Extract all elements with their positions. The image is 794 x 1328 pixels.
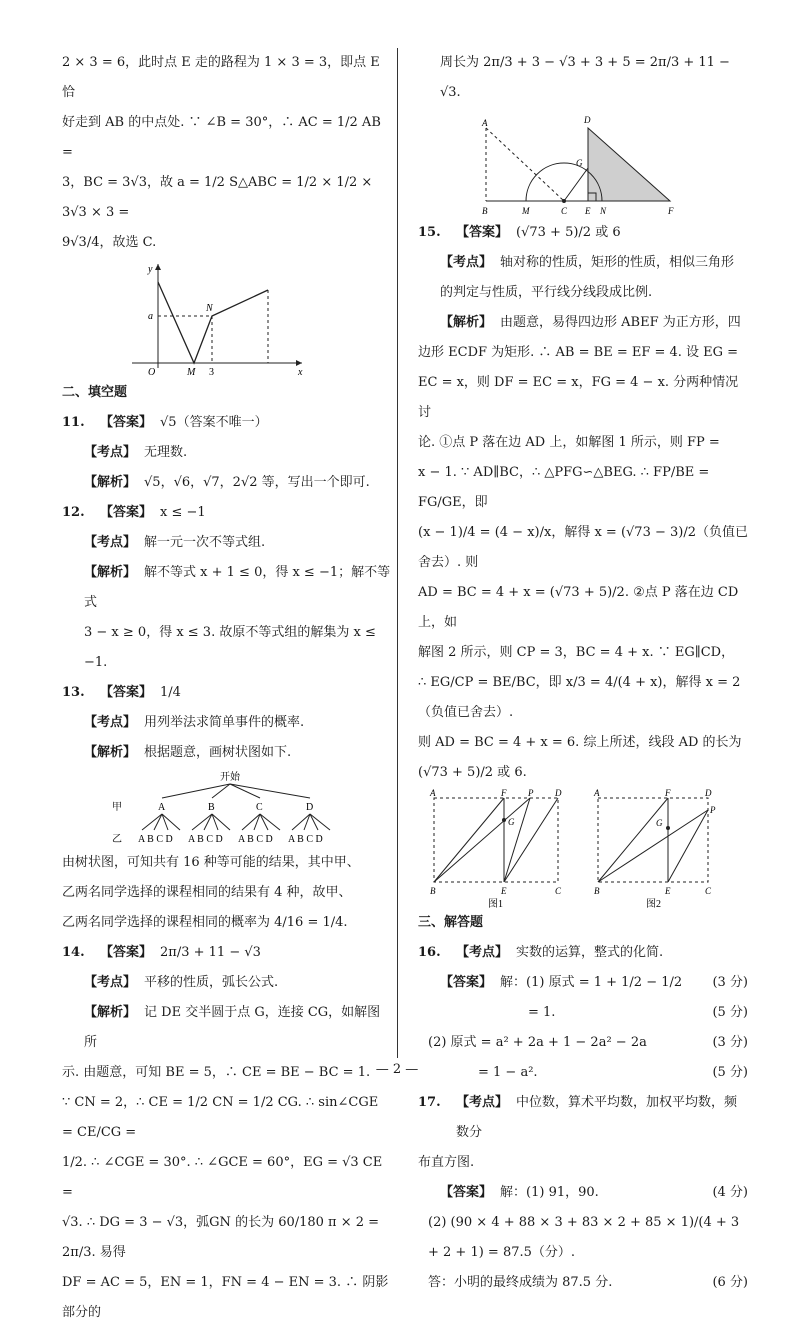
answer-text: 解：(1) 原式 = 1 + 1/2 − 1/2 [500, 975, 683, 990]
analysis-tag: 【解析】 [440, 315, 493, 330]
analysis: 根据题意，画树状图如下. [144, 745, 292, 760]
fig1-label-c: C [555, 886, 562, 896]
answer-line [418, 1268, 748, 1298]
analysis-tag: 【解析】 [84, 745, 137, 760]
graph-label-3: 3 [209, 367, 214, 378]
point: 解一元一次不等式组. [144, 535, 266, 550]
text-line: 边形 ECDF 为矩形. ∴ AB = BE = EF = 4. 设 EG = [418, 345, 739, 360]
column-divider [397, 48, 398, 1058]
point-tag: 【考点】 [456, 1095, 509, 1110]
fig14-label-g: G [576, 158, 583, 168]
score: (6 分) [712, 1275, 748, 1290]
text-line: EC = x，则 DF = EC = x，FG = 4 − x. 分两种情况讨 [418, 375, 739, 420]
question-14 [62, 938, 392, 968]
tree-jia: 甲 [112, 802, 122, 813]
question-16 [418, 938, 748, 968]
text-line: 1/2. ∴ ∠CGE = 30°. ∴ ∠GCE = 60°，EG = √3 CE = [62, 1155, 383, 1200]
fig2-label-d: D [705, 788, 712, 798]
fig2-label-p: P [710, 805, 716, 815]
fig14-label-n: N [600, 206, 607, 216]
answer-line [418, 998, 748, 1028]
fig14-label-c: C [561, 206, 568, 216]
point: 布直方图. [418, 1155, 475, 1170]
fig14-label-e: E [585, 206, 591, 216]
answer-tag: 【答案】 [100, 685, 153, 700]
text-line: (x − 1)/4 = (4 − x)/x，解得 x = (√73 − 3)/2（负值已舍去）. 则 [418, 525, 748, 570]
analysis: 3 − x ≥ 0，得 x ≤ 3. 故原不等式组的解集为 x ≤ −1. [84, 625, 376, 670]
fig2-label-f: F [665, 788, 671, 798]
fig14-label-d: D [584, 115, 591, 125]
text-line: x − 1. ∵ AD∥BC，∴ △PFG∽△BEG. ∴ FP/BE = FG/GE，即 [418, 465, 710, 510]
score: (3 分) [712, 1035, 748, 1050]
question-13 [62, 678, 392, 708]
question-number: 14. [62, 945, 85, 960]
score: (3 分) [712, 975, 748, 990]
text-line: 乙两名同学选择的课程相同的概率为 4/16 = 1/4. [62, 915, 348, 930]
point: 实数的运算，整式的化简. [516, 945, 664, 960]
text-line: 3，BC = 3√3，故 a = 1/2 S△ABC = 1/2 × 1/2 × 3√3 × 3 = [62, 175, 373, 220]
answer: (√73 + 5)/2 或 6 [516, 225, 621, 240]
text-line: 解图 2 所示，则 CP = 3，BC = 4 + x. ∵ EG∥CD， [418, 645, 735, 660]
left-column [62, 48, 392, 1328]
text-line: 周长为 2π/3 + 3 − √3 + 3 + 5 = 2π/3 + 11 − √3. [440, 55, 730, 100]
point: 平移的性质，弧长公式. [144, 975, 279, 990]
analysis-tag: 【解析】 [84, 475, 137, 490]
tree-leaves-a: A B C D [138, 834, 173, 845]
fig2-label-b: B [594, 886, 600, 896]
answer: 2π/3 + 11 − √3 [160, 945, 261, 960]
text-line: DF = AC = 5，EN = 1，FN = 4 − EN = 3. ∴ 阴影部分的 [62, 1275, 389, 1320]
answer-tag: 【答案】 [100, 945, 153, 960]
analysis: √5，√6，√7，2√2 等，写出一个即可. [144, 475, 370, 490]
text-line: 2 × 3 = 6，此时点 E 走的路程为 1 × 3 = 3，即点 E 恰 [62, 55, 380, 100]
tree-leaves-c: A B C D [238, 834, 273, 845]
text-line: 论. ①点 P 落在边 AD 上，如解图 1 所示，则 FP = [418, 435, 720, 450]
graph-label-y: y [148, 264, 153, 275]
tree-leaves-d: A B C D [288, 834, 323, 845]
question-number: 16. [418, 945, 441, 960]
question-number: 17. [418, 1095, 441, 1110]
point: 用列举法求简单事件的概率. [144, 715, 305, 730]
tree-diagram [62, 768, 392, 848]
tree-yi: 乙 [112, 834, 122, 845]
question-15 [418, 218, 748, 248]
point: 无理数. [144, 445, 188, 460]
text-line: ∵ CN = 2，∴ CE = 1/2 CN = 1/2 CG. ∴ sin∠CGE = CE/CG = [62, 1095, 379, 1140]
point-tag: 【考点】 [84, 535, 137, 550]
tree-leaves-b: A B C D [188, 834, 223, 845]
score: (5 分) [712, 1065, 748, 1080]
fig14-label-a: A [482, 118, 488, 128]
section-title: 三、解答题 [418, 915, 484, 930]
point-tag: 【考点】 [84, 445, 137, 460]
point: 的判定与性质，平行线分线段成比例. [440, 285, 653, 300]
question-number: 15. [418, 225, 441, 240]
answer-tag: 【答案】 [440, 975, 493, 990]
fig1-label-d: D [555, 788, 562, 798]
question-17 [418, 1088, 748, 1148]
right-column [418, 48, 748, 1298]
graph-label-m: M [187, 367, 196, 378]
section-title: 二、填空题 [62, 385, 128, 400]
fig1-label-f: F [501, 788, 507, 798]
question-11 [62, 408, 392, 438]
answer-tag: 【答案】 [440, 1185, 493, 1200]
fig1-label-g: G [508, 817, 515, 827]
answer-line [418, 1178, 748, 1208]
answer-line [418, 1028, 748, 1058]
tree-node-d: D [306, 802, 314, 813]
fig2-caption: 图2 [646, 899, 661, 908]
fig14-label-b: B [482, 206, 488, 216]
answer: x ≤ −1 [160, 505, 206, 520]
point-tag: 【考点】 [84, 975, 137, 990]
point-tag: 【考点】 [84, 715, 137, 730]
text-line: √3. ∴ DG = 3 − √3，弧GN 的长为 60/180 π × 2 = 2π/3. 易得 [62, 1215, 380, 1260]
question-number: 12. [62, 505, 85, 520]
text-line: 好走到 AB 的中点处. ∵ ∠B = 30°，∴ AC = 1/2 AB = [62, 115, 381, 160]
point: 轴对称的性质，矩形的性质，相似三角形 [500, 255, 735, 270]
answer-line [418, 968, 748, 998]
graph-label-x: x [298, 367, 303, 378]
graph-label-a: a [148, 311, 153, 322]
fig1-caption: 图1 [488, 899, 503, 908]
question-12 [62, 498, 392, 528]
function-graph [62, 258, 392, 378]
analysis: 由题意，易得四边形 ABEF 为正方形，四 [500, 315, 741, 330]
text-line: AD = BC = 4 + x = (√73 + 5)/2. ②点 P 落在边 CD 上，如 [418, 585, 739, 630]
graph-label-o: O [148, 367, 156, 378]
score: (4 分) [712, 1185, 748, 1200]
analysis: 记 DE 交半圆于点 G，连接 CG，如解图所 [84, 1005, 381, 1050]
text-line: ∴ EG/CP = BE/BC，即 x/3 = 4/(4 + x)，解得 x = 2（负值已舍去）. [418, 675, 741, 720]
text-line: 则 AD = BC = 4 + x = 6. 综上所述，线段 AD 的长为 [418, 735, 742, 750]
fig1-label-b: B [430, 886, 436, 896]
fig2-label-c: C [705, 886, 712, 896]
tree-root: 开始 [220, 772, 240, 783]
tree-node-b: B [208, 802, 215, 813]
analysis: 解不等式 x + 1 ≤ 0，得 x ≤ −1；解不等式 [84, 565, 391, 610]
fig1-label-a: A [430, 788, 436, 798]
point: 中位数，算术平均数，加权平均数，频数分 [456, 1095, 738, 1140]
analysis-tag: 【解析】 [84, 565, 137, 580]
text-line: (√73 + 5)/2 或 6. [418, 765, 527, 780]
answer-text: 解：(1) 91，90. [500, 1185, 599, 1200]
answer: √5（答案不唯一） [160, 415, 268, 430]
point-tag: 【考点】 [456, 945, 509, 960]
figure-14 [418, 108, 748, 218]
question-number: 11. [62, 415, 85, 430]
analysis-tag: 【解析】 [84, 1005, 137, 1020]
answer-text: = 1. [528, 1005, 556, 1020]
answer-text: = 1 − a². [478, 1065, 538, 1080]
point-tag: 【考点】 [440, 255, 493, 270]
fig14-label-f: F [668, 206, 674, 216]
answer: 1/4 [160, 685, 181, 700]
text-line: 9√3/4，故选 C. [62, 235, 157, 250]
text-line: 乙两名同学选择的课程相同的结果有 4 种，故甲、 [62, 885, 352, 900]
answer-text: (2) 原式 = a² + 2a + 1 − 2a² − 2a [428, 1035, 647, 1050]
page-number: — 2 — [375, 1062, 419, 1077]
score: (5 分) [712, 1005, 748, 1020]
fig2-label-e: E [665, 886, 671, 896]
text-line: 由树状图，可知共有 16 种等可能的结果，其中甲、 [62, 855, 360, 870]
answer-tag: 【答案】 [100, 415, 153, 430]
fig2-label-a: A [594, 788, 600, 798]
answer-tag: 【答案】 [100, 505, 153, 520]
graph-label-n: N [206, 303, 213, 314]
fig1-label-e: E [501, 886, 507, 896]
figure-15 [418, 788, 748, 908]
answer-text: (2) (90 × 4 + 88 × 3 + 83 × 2 + 85 × 1)/(4 + 3 + 2 + 1) = 87.5（分）. [428, 1215, 740, 1260]
answer-tag: 【答案】 [456, 225, 509, 240]
fig14-label-m: M [522, 206, 530, 216]
fig2-label-g: G [656, 818, 663, 828]
tree-node-c: C [256, 802, 263, 813]
question-number: 13. [62, 685, 85, 700]
answer-text: 答：小明的最终成绩为 87.5 分. [428, 1275, 613, 1290]
fig1-label-p: P [528, 788, 534, 798]
tree-node-a: A [158, 802, 166, 813]
text-line: 示. 由题意，可知 BE = 5，∴ CE = BE − BC = 1. [62, 1065, 371, 1080]
answer-line [418, 1208, 748, 1268]
